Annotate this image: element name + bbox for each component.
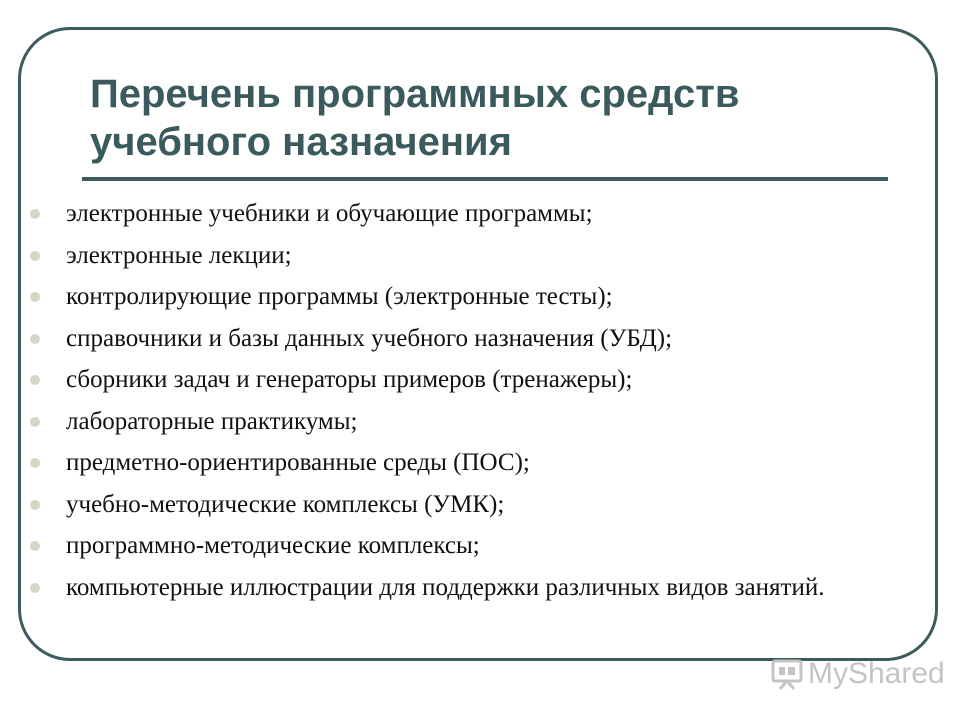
list-item <box>30 528 910 563</box>
bullet-dot-icon <box>30 583 40 593</box>
list-item-text: справочники и базы данных учебного назначения (УБД); <box>66 324 673 352</box>
list-item-text: компьютерные иллюстрации для поддержки различных видов занятий. <box>66 573 825 601</box>
presentation-icon <box>770 657 804 691</box>
bullet-dot-icon <box>30 292 40 302</box>
list-item-text: контролирующие программы (электронные тесты); <box>66 283 613 310</box>
slide-title: Перечень программных средств учебного назначения <box>90 72 740 164</box>
list-item <box>30 321 910 356</box>
list-item-text: учебно-методические комплексы (УМК); <box>66 490 505 518</box>
bullet-dot-icon <box>30 334 40 344</box>
bullet-dot-icon <box>30 251 40 261</box>
list-item <box>30 362 910 397</box>
title-underline <box>82 177 888 181</box>
bullet-dot-icon <box>30 417 40 427</box>
bullet-dot-icon <box>30 458 40 468</box>
list-item <box>30 279 910 314</box>
list-item-text: предметно-ориентированные среды (ПОС); <box>66 449 530 476</box>
bullet-dot-icon <box>30 375 40 385</box>
list-item <box>30 404 910 439</box>
bullet-dot-icon <box>30 541 40 551</box>
list-item-text: сборники задач и генераторы примеров (тренажеры); <box>66 366 633 393</box>
list-item-text: программно-методические комплексы; <box>66 532 480 559</box>
watermark-text: MyShared <box>808 657 945 690</box>
bullet-dot-icon <box>30 500 40 510</box>
list-item-text: лабораторные практикумы; <box>66 407 358 435</box>
list-item <box>30 570 910 605</box>
list-item <box>30 196 910 231</box>
list-item <box>30 487 910 522</box>
list-item <box>30 445 910 480</box>
list-item-text: электронные лекции; <box>66 241 292 269</box>
list-item-text: электронные учебники и обучающие программы; <box>66 200 593 227</box>
watermark <box>770 654 945 694</box>
list-item <box>30 238 910 273</box>
bullet-list <box>30 196 910 611</box>
bullet-dot-icon <box>30 209 40 219</box>
